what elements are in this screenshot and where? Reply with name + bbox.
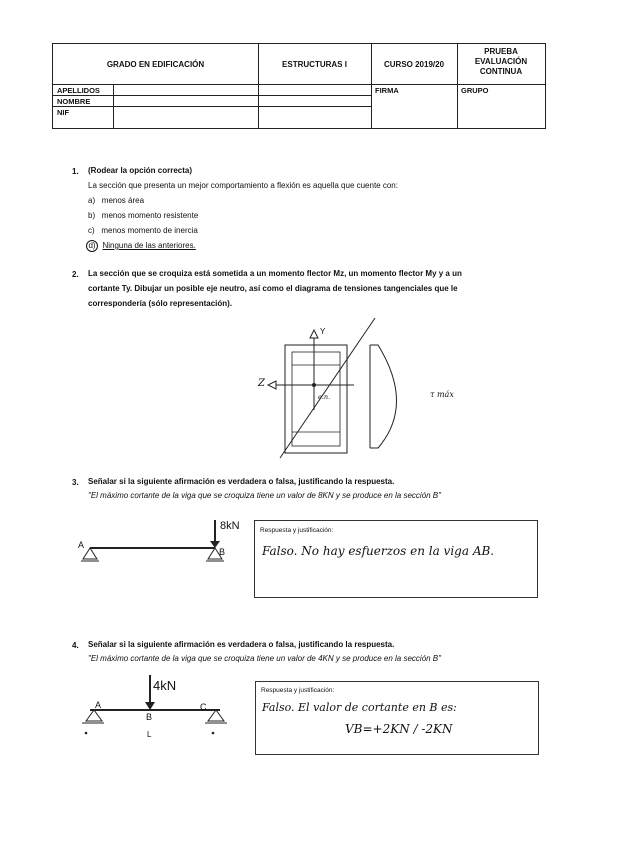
- q1-statement: La sección que presenta un mejor comportamiento a flexión es aquella que cuente con:: [88, 181, 398, 190]
- degree-label: GRADO EN EDIFICACIÓN: [106, 60, 205, 69]
- neutral-axis: [280, 318, 375, 458]
- q1-option-d: d) Ninguna de las anteriores.: [88, 240, 196, 252]
- course-label: CURSO 2019/20: [383, 60, 445, 69]
- support-a: [86, 710, 102, 721]
- shear-stress-diagram: [370, 345, 397, 448]
- q2-number: 2.: [72, 270, 79, 279]
- q3-answer: Falso. No hay esfuerzos en la viga AB.: [262, 544, 495, 558]
- q1-number: 1.: [72, 167, 79, 176]
- q3-load-label: 8kN: [220, 520, 240, 532]
- q1-option-a: a) menos área: [88, 196, 145, 205]
- q4-point-b: B: [146, 712, 153, 722]
- selected-option-circle: d): [86, 240, 98, 252]
- surname-label: APELLIDOS: [57, 86, 100, 95]
- q1-title: (Rodear la opción correcta): [88, 166, 193, 175]
- support-a: [83, 548, 97, 559]
- q4-number: 4.: [72, 641, 79, 650]
- signature-label: FIRMA: [375, 86, 399, 95]
- y-axis-label: Y: [320, 327, 326, 336]
- tau-max-label: τ máx: [430, 390, 454, 399]
- q3-number: 3.: [72, 478, 79, 487]
- q3-point-a: A: [78, 540, 85, 550]
- subject-label: ESTRUCTURAS I: [282, 60, 347, 69]
- group-label: GRUPO: [461, 86, 489, 95]
- q3-answer-label: Respuesta y justificación:: [260, 527, 334, 534]
- section-diagram: [250, 310, 470, 460]
- z-axis-label: Z: [258, 378, 265, 389]
- header-table: [52, 43, 546, 129]
- q4-answer-line2: VB=+2KN / -2KN: [345, 722, 453, 736]
- q2-text-2: cortante Ty. Dibujar un posible eje neutro, así como el diagrama de tensiones tangenciales que le: [88, 284, 458, 293]
- q4-load-label: 4kN: [153, 678, 177, 693]
- q3-title: Señalar si la siguiente afirmación es verdadera o falsa, justificando la respuesta.: [88, 477, 395, 486]
- test-label-2: EVALUACIÓN: [474, 57, 528, 66]
- q1-option-c: c) menos momento de inercia: [88, 226, 198, 235]
- q4-answer-label: Respuesta y justificación:: [261, 687, 335, 694]
- q4-quote: "El máximo cortante de la viga que se croquiza tiene un valor de 4KN y se produce en la sección B": [88, 654, 441, 663]
- q3-point-b: B: [219, 547, 226, 557]
- q2-text-3: correspondería (sólo representación).: [88, 299, 233, 308]
- q4-title: Señalar si la siguiente afirmación es verdadera o falsa, justificando la respuesta.: [88, 640, 395, 649]
- q2-text-1: La sección que se croquiza está sometida a un momento flector Mz, un momento flector My y a un: [88, 269, 462, 278]
- test-label-3: CONTINUA: [479, 67, 523, 76]
- neutral-axis-label: e.n.: [318, 393, 331, 401]
- z-axis-arrow: [268, 381, 276, 389]
- q4-point-c: C: [200, 702, 207, 712]
- q4-span-label: L: [147, 730, 152, 739]
- y-axis-arrow: [310, 330, 318, 338]
- test-label-1: PRUEBA: [484, 47, 518, 56]
- support-c: [208, 710, 224, 721]
- q4-answer-line1: Falso. El valor de cortante en B es:: [262, 701, 457, 714]
- name-label: NOMBRE: [57, 97, 91, 106]
- q3-quote: "El máximo cortante de la viga que se croquiza tiene un valor de 8KN y se produce en la sección B": [88, 491, 441, 500]
- q4-point-a: A: [95, 700, 102, 710]
- id-label: NIF: [57, 108, 70, 117]
- q1-option-b: b) menos momento resistente: [88, 211, 199, 220]
